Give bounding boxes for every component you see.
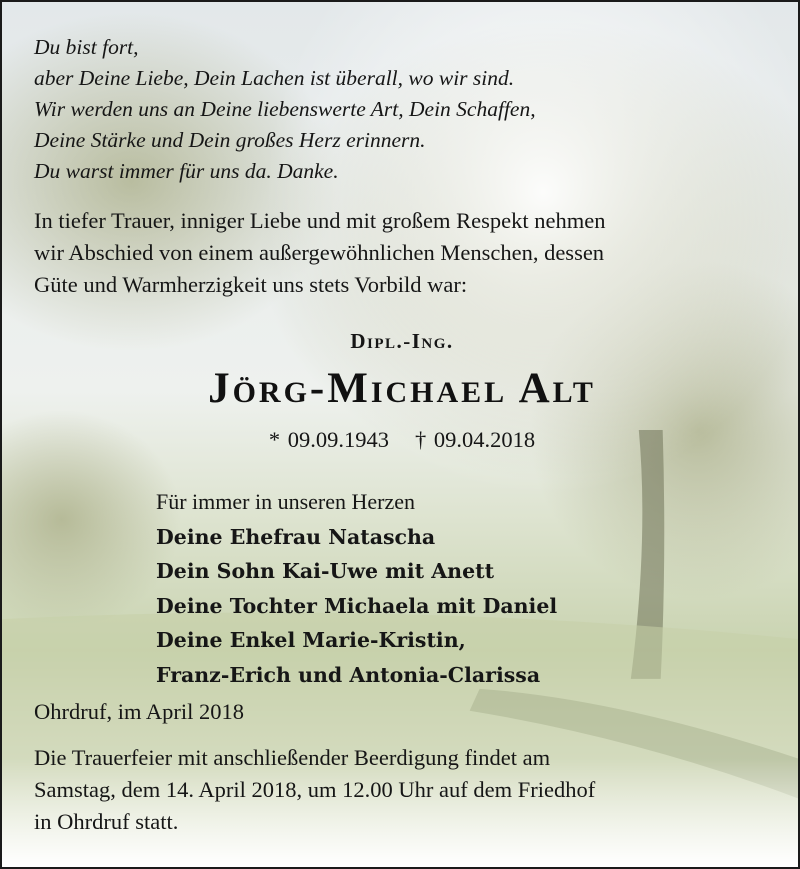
ceremony-line: Die Trauerfeier mit anschließender Beerdigung findet am <box>34 745 551 770</box>
death-date: † 09.04.2018 <box>415 427 536 452</box>
intro-line: Güte und Warmherzigkeit uns stets Vorbild war: <box>34 272 468 297</box>
life-dates <box>2 427 800 453</box>
birth-date: * 09.09.1943 <box>268 427 389 452</box>
poem-line: Du warst immer für uns da. Danke. <box>34 159 339 183</box>
place-and-date: Ohrdruf, im April 2018 <box>34 699 244 724</box>
mourner-entry: Deine Ehefrau Natascha <box>156 524 436 549</box>
mourners-list <box>156 485 557 692</box>
deceased-name: Jörg-Michael Alt <box>208 365 596 412</box>
ceremony-line: Samstag, dem 14. April 2018, um 12.00 Uhr auf dem Friedhof <box>34 777 596 802</box>
academic-title: Dipl.-Ing. <box>350 329 454 353</box>
poem-line: aber Deine Liebe, Dein Lachen ist überall, wo wir sind. <box>34 66 515 90</box>
mourner-entry: Deine Tochter Michaela mit Daniel <box>156 593 558 618</box>
intro-line: In tiefer Trauer, inniger Liebe und mit großem Respekt nehmen <box>34 208 606 233</box>
memorial-poem <box>34 32 536 187</box>
poem-line: Wir werden uns an Deine liebenswerte Art, Dein Schaffen, <box>34 97 536 121</box>
poem-line: Deine Stärke und Dein großes Herz erinnern. <box>34 128 426 152</box>
announcement-intro <box>34 205 774 301</box>
funeral-details <box>34 742 595 838</box>
intro-line: wir Abschied von einem außergewöhnlichen Menschen, dessen <box>34 240 605 265</box>
mourner-entry: Dein Sohn Kai-Uwe mit Anett <box>156 559 495 583</box>
ceremony-line: in Ohrdruf statt. <box>34 809 179 834</box>
poem-line: Du bist fort, <box>34 35 139 59</box>
mourner-entry: Deine Enkel Marie-Kristin, <box>156 628 466 652</box>
mourners-lead: Für immer in unseren Herzen <box>156 489 416 514</box>
mourner-entry: Franz-Erich und Antonia-Clarissa <box>156 662 541 687</box>
